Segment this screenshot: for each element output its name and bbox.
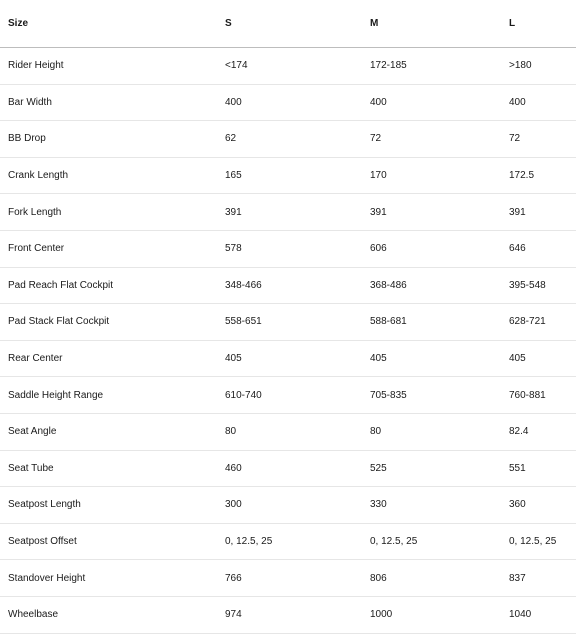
table-cell: 0, 12.5, 25 <box>225 536 273 548</box>
table-cell: 646 <box>509 243 526 255</box>
table-row <box>0 231 576 268</box>
table-cell: 400 <box>370 96 387 108</box>
row-label: Pad Stack Flat Cockpit <box>8 316 110 328</box>
header-cell-s: S <box>225 18 232 29</box>
table-row <box>0 451 576 488</box>
table-cell: 588-681 <box>370 316 407 328</box>
table-row <box>0 48 576 85</box>
table-header-row <box>0 0 576 48</box>
table-cell: 1040 <box>509 609 532 621</box>
row-label: Wheelbase <box>8 609 59 621</box>
table-row <box>0 121 576 158</box>
header-cell-l: L <box>509 18 516 29</box>
row-label: Seat Angle <box>8 426 57 438</box>
table-cell: 405 <box>509 353 526 365</box>
table-cell: <174 <box>225 60 248 72</box>
table-cell: 806 <box>370 572 387 584</box>
table-cell: 72 <box>370 133 382 145</box>
table-cell: 705-835 <box>370 389 407 401</box>
table-cell: 578 <box>225 243 242 255</box>
table-row <box>0 377 576 414</box>
table-cell: 628-721 <box>509 316 546 328</box>
row-label: Seatpost Length <box>8 499 81 511</box>
row-label: Crank Length <box>8 170 69 182</box>
table-row <box>0 524 576 561</box>
table-row <box>0 158 576 195</box>
row-label: Fork Length <box>8 206 62 218</box>
row-label: Rider Height <box>8 60 64 72</box>
table-cell: 72 <box>509 133 521 145</box>
table-cell: 606 <box>370 243 387 255</box>
row-label: BB Drop <box>8 133 46 145</box>
row-label: Saddle Height Range <box>8 389 104 401</box>
table-cell: 837 <box>509 572 526 584</box>
table-cell: 368-486 <box>370 279 407 291</box>
row-label: Bar Width <box>8 96 52 108</box>
table-cell: 974 <box>225 609 242 621</box>
table-cell: 400 <box>225 96 242 108</box>
table-cell: 558-651 <box>225 316 262 328</box>
table-row <box>0 304 576 341</box>
table-cell: 391 <box>225 206 242 218</box>
table-row <box>0 597 576 634</box>
row-label: Standover Height <box>8 572 86 584</box>
table-cell: 460 <box>225 462 242 474</box>
table-row <box>0 414 576 451</box>
table-row <box>0 85 576 122</box>
table-cell: 172.5 <box>509 170 535 182</box>
table-cell: 525 <box>370 462 387 474</box>
table-cell: 391 <box>509 206 526 218</box>
table-cell: 348-466 <box>225 279 262 291</box>
table-row <box>0 560 576 597</box>
table-row <box>0 487 576 524</box>
table-cell: 395-548 <box>509 279 546 291</box>
table-cell: 610-740 <box>225 389 262 401</box>
row-label: Front Center <box>8 243 65 255</box>
table-cell: 405 <box>225 353 242 365</box>
table-cell: 165 <box>225 170 242 182</box>
row-label: Rear Center <box>8 353 63 365</box>
row-label: Seat Tube <box>8 462 54 474</box>
table-row <box>0 268 576 305</box>
table-cell: 1000 <box>370 609 393 621</box>
table-cell: 80 <box>370 426 382 438</box>
table-cell: 300 <box>225 499 242 511</box>
table-cell: >180 <box>509 60 532 72</box>
table-cell: 405 <box>370 353 387 365</box>
table-cell: 330 <box>370 499 387 511</box>
row-label: Seatpost Offset <box>8 536 77 548</box>
table-cell: 766 <box>225 572 242 584</box>
header-cell-size: Size <box>8 18 29 29</box>
table-cell: 170 <box>370 170 387 182</box>
table-cell: 172-185 <box>370 60 407 72</box>
table-cell: 400 <box>509 96 526 108</box>
table-cell: 0, 12.5, 25 <box>509 536 557 548</box>
table-cell: 360 <box>509 499 526 511</box>
table-cell: 0, 12.5, 25 <box>370 536 418 548</box>
table-cell: 82.4 <box>509 426 529 438</box>
table-cell: 391 <box>370 206 387 218</box>
table-row <box>0 341 576 378</box>
table-cell: 760-881 <box>509 389 546 401</box>
table-cell: 80 <box>225 426 237 438</box>
row-label: Pad Reach Flat Cockpit <box>8 279 114 291</box>
table-row <box>0 194 576 231</box>
table-cell: 551 <box>509 462 526 474</box>
table-cell: 62 <box>225 133 237 145</box>
header-cell-m: M <box>370 18 379 29</box>
